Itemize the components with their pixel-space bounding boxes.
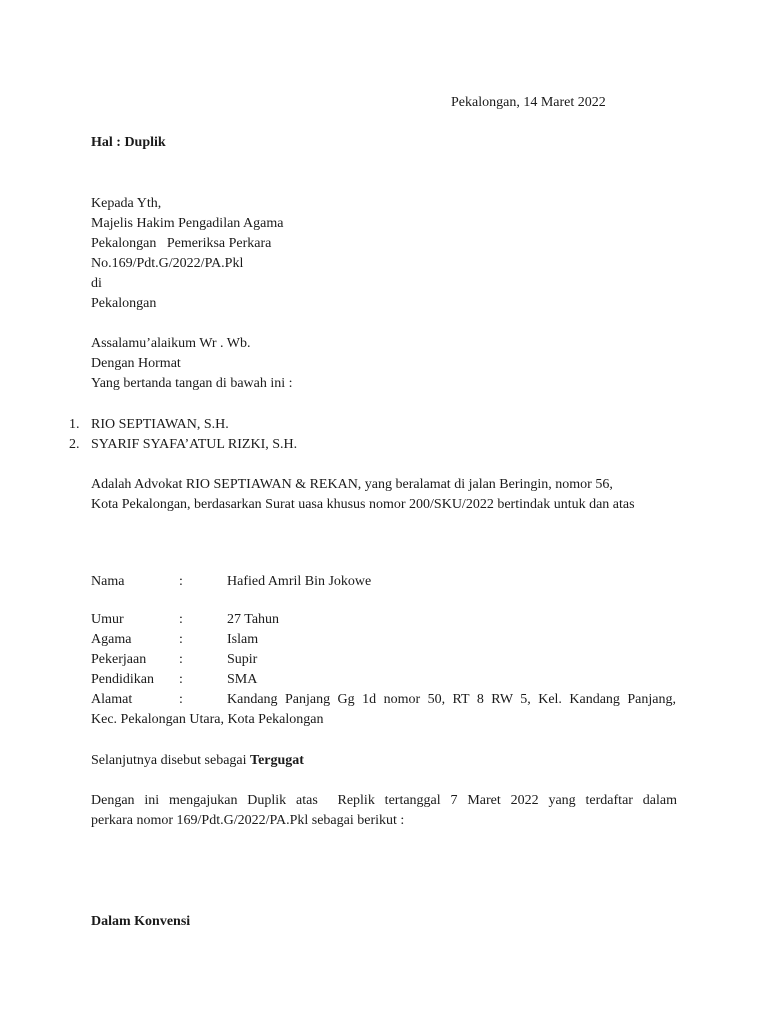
paragraph-line: Dengan ini mengajukan Duplik atas Replik tertanggal 7 Maret 2022 yang terdaftar dalam — [91, 793, 677, 808]
signatory-name: RIO SEPTIAWAN, S.H. — [91, 417, 229, 432]
greeting-line: Assalamu’alaikum Wr . Wb. — [91, 336, 251, 351]
field-label: Pendidikan — [91, 672, 154, 687]
field-label: Agama — [91, 632, 132, 647]
greeting-line: Yang bertanda tangan di bawah ini : — [91, 376, 293, 391]
designation-line — [91, 751, 304, 771]
recipient-line: Pekalongan — [91, 296, 157, 311]
paragraph-line-container — [91, 791, 677, 811]
designation-text: Selanjutnya disebut sebagai — [91, 753, 251, 768]
field-value: SMA — [227, 672, 258, 687]
subject-line: Hal : Duplik — [91, 135, 166, 150]
field-value: Islam — [227, 632, 259, 647]
letter-date: Pekalongan, 14 Maret 2022 — [451, 95, 606, 110]
paragraph-line: Adalah Advokat RIO SEPTIAWAN & REKAN, yang beralamat di jalan Beringin, nomor 56, — [91, 477, 613, 492]
section-heading: Dalam Konvensi — [91, 914, 191, 929]
field-colon: : — [179, 632, 183, 647]
recipient-line: Majelis Hakim Pengadilan Agama — [91, 216, 284, 231]
field-label: Umur — [91, 612, 124, 627]
field-label: Nama — [91, 574, 125, 589]
field-value: 27 Tahun — [227, 612, 280, 627]
field-value: Kandang Panjang Gg 1d nomor 50, RT 8 RW 5, Kel. Kandang Panjang, — [227, 692, 676, 707]
greeting-line: Dengan Hormat — [91, 356, 181, 371]
recipient-line: Kepada Yth, — [91, 196, 162, 211]
list-number: 2. — [69, 437, 80, 452]
field-value: Hafied Amril Bin Jokowe — [227, 574, 372, 589]
field-colon: : — [179, 612, 183, 627]
designation-term: Tergugat — [250, 753, 304, 768]
field-label: Alamat — [91, 692, 133, 707]
field-colon: : — [179, 652, 183, 667]
field-value: Supir — [227, 652, 258, 667]
paragraph-line: Kota Pekalongan, berdasarkan Surat uasa khusus nomor 200/SKU/2022 bertindak untuk dan atas — [91, 497, 635, 512]
signatory-name: SYARIF SYAFA’ATUL RIZKI, S.H. — [91, 437, 298, 452]
field-colon: : — [179, 672, 183, 687]
recipient-line: Pekalongan Pemeriksa Perkara — [91, 236, 272, 251]
list-number: 1. — [69, 417, 80, 432]
field-label: Pekerjaan — [91, 652, 147, 667]
field-colon: : — [179, 574, 183, 589]
field-value-continued: Kec. Pekalongan Utara, Kota Pekalongan — [91, 712, 324, 727]
recipient-line: di — [91, 276, 102, 291]
paragraph-line: perkara nomor 169/Pdt.G/2022/PA.Pkl sebagai berikut : — [91, 813, 405, 828]
recipient-line: No.169/Pdt.G/2022/PA.Pkl — [91, 256, 244, 271]
field-colon: : — [179, 692, 183, 707]
